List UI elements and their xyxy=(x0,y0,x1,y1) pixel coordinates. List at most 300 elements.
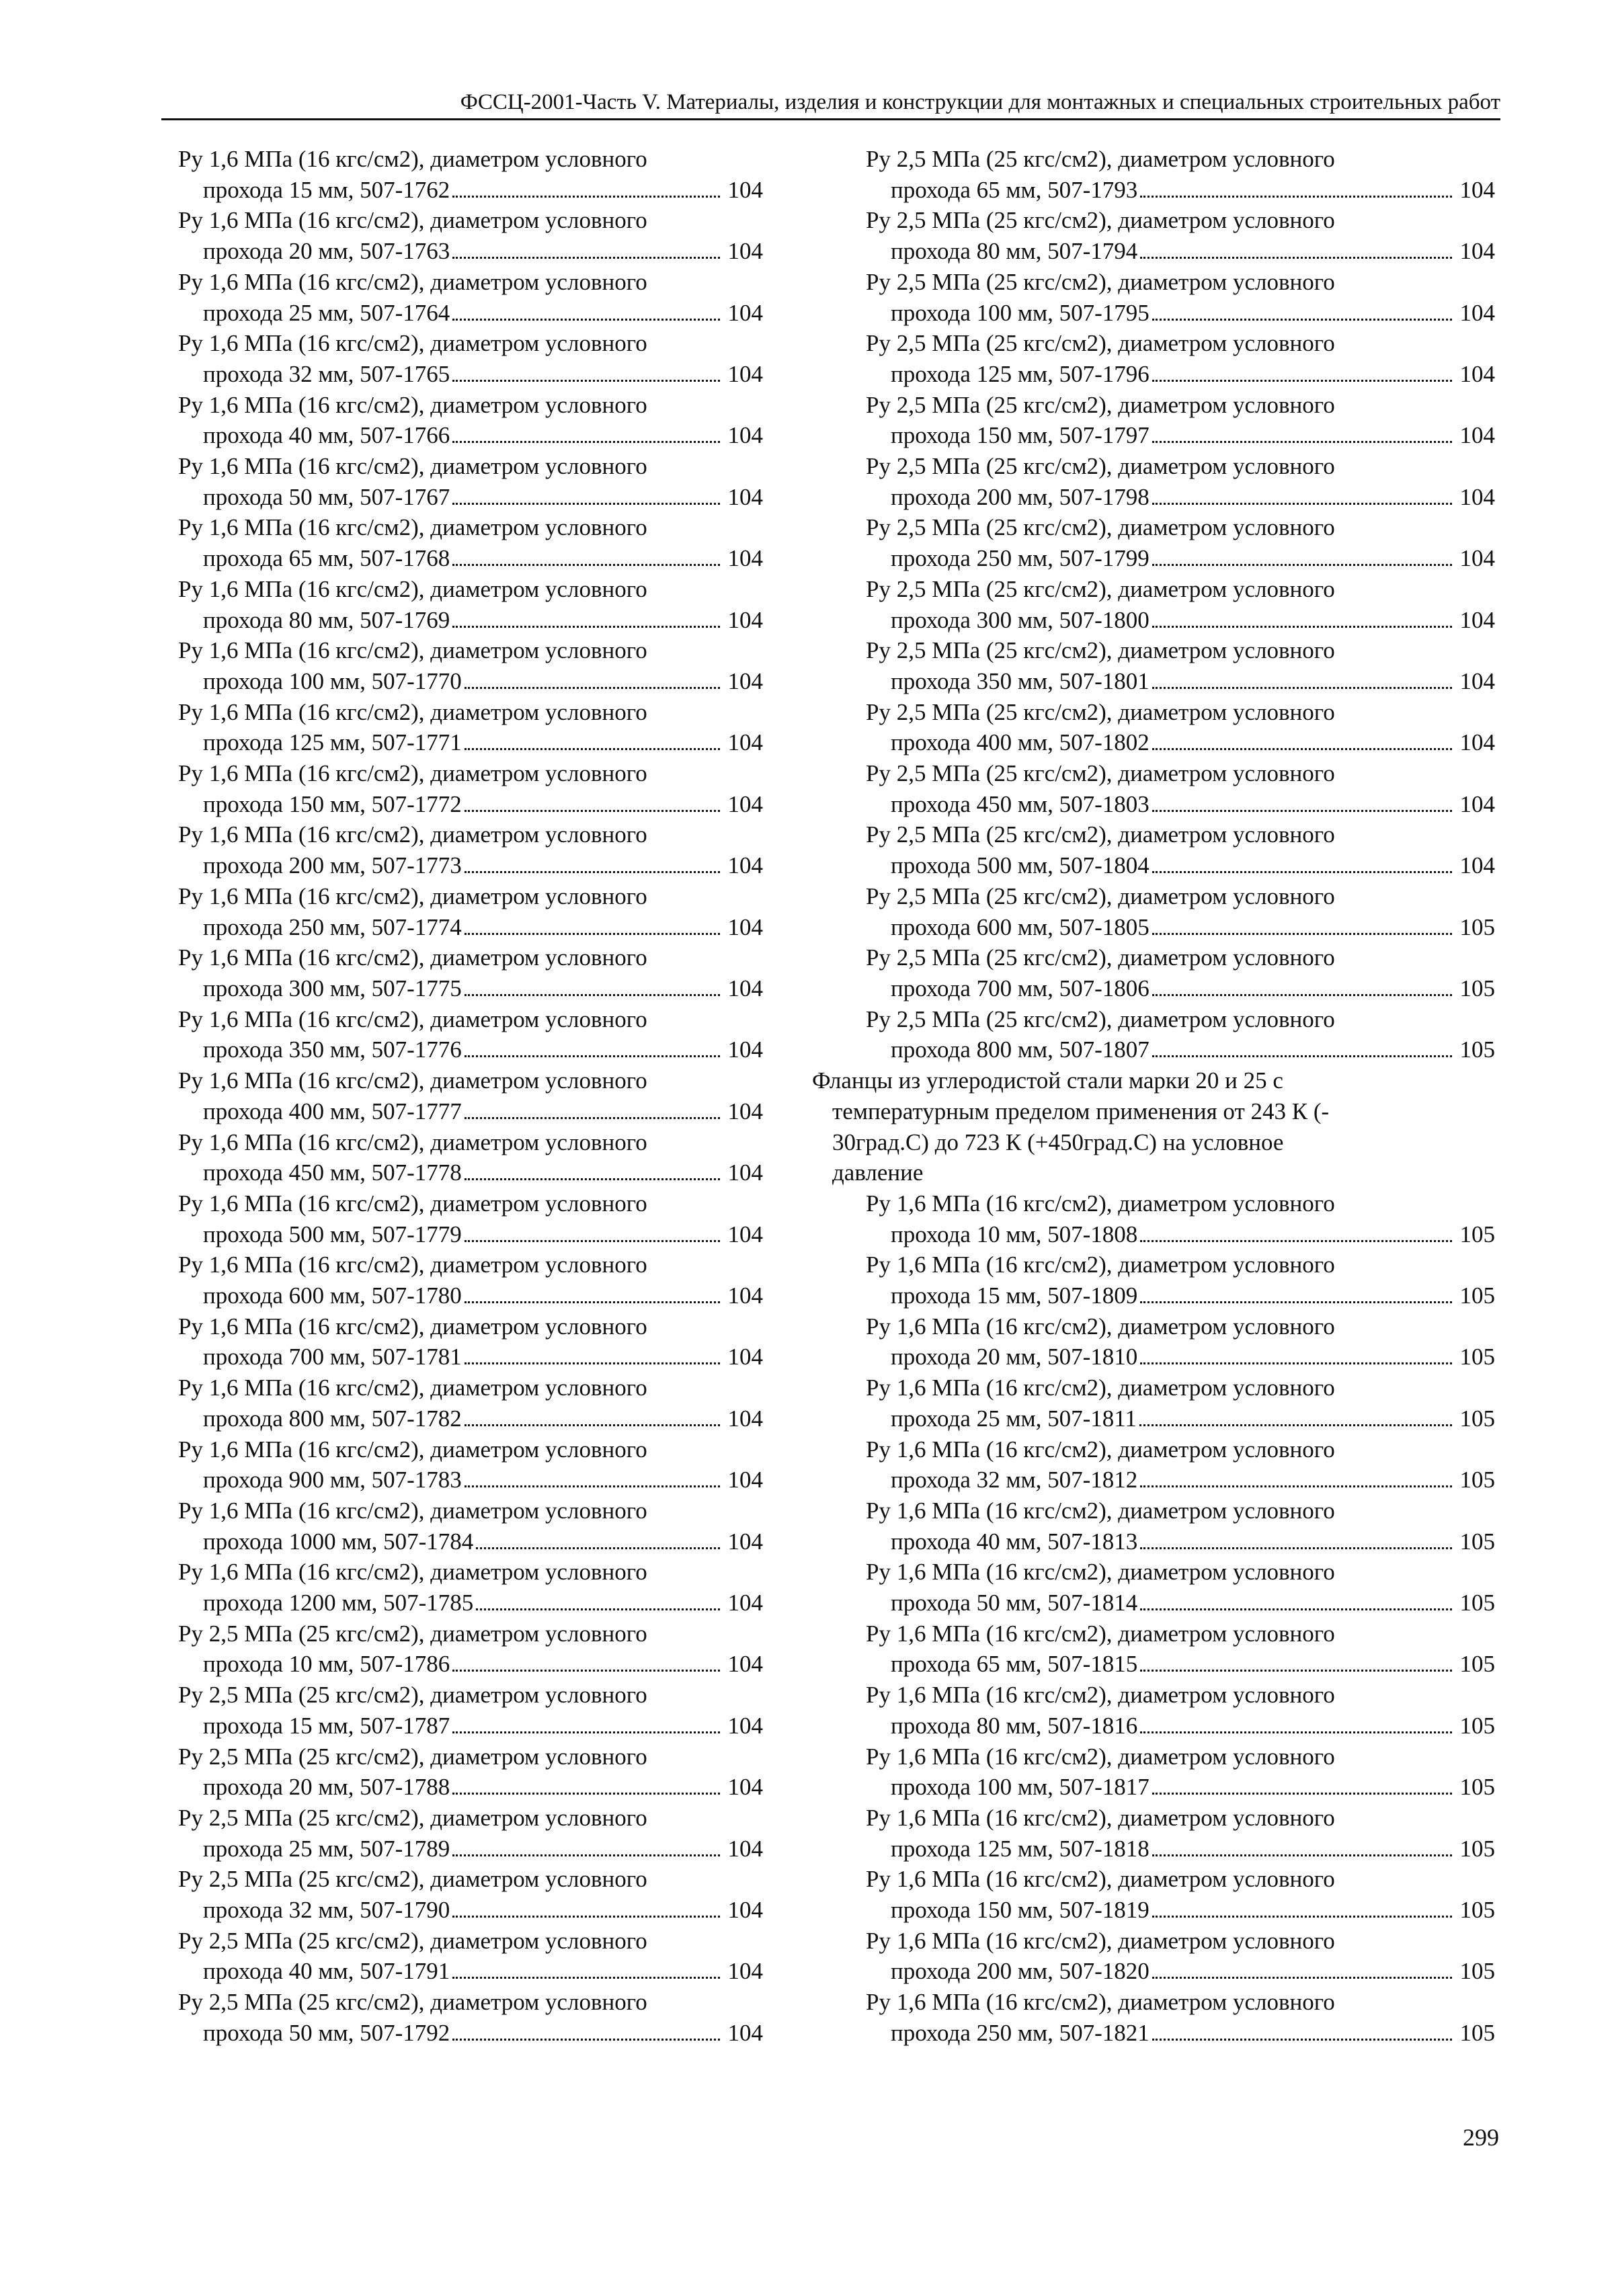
index-entry xyxy=(171,390,763,451)
dot-leader xyxy=(465,871,720,873)
index-entry xyxy=(859,1434,1495,1495)
entry-code: прохода 10 мм, 507-1786 xyxy=(203,1651,450,1678)
index-entry xyxy=(859,451,1495,512)
dot-leader xyxy=(1140,1485,1452,1487)
dot-leader xyxy=(465,687,720,689)
entry-page-number: 105 xyxy=(1459,1467,1495,1493)
entry-description: Ру 2,5 МПа (25 кгс/см2), диаметром условного xyxy=(178,1743,647,1770)
entry-code-line xyxy=(171,1403,763,1434)
entry-page-number: 105 xyxy=(1459,1590,1495,1616)
entry-description: Ру 1,6 МПа (16 кгс/см2), диаметром условного xyxy=(178,1436,647,1463)
entry-code-line xyxy=(171,1711,763,1741)
dot-leader xyxy=(1152,748,1452,750)
entry-description: Ру 2,5 МПа (25 кгс/см2), диаметром условного xyxy=(866,760,1335,787)
dot-leader xyxy=(1152,626,1452,628)
index-entry xyxy=(171,1372,763,1434)
index-entry xyxy=(171,635,763,696)
entry-code: прохода 500 мм, 507-1804 xyxy=(891,852,1150,879)
entry-code-line xyxy=(859,298,1495,329)
entry-code: прохода 700 мм, 507-1781 xyxy=(203,1344,462,1370)
entry-page-number: 104 xyxy=(727,1098,763,1124)
entry-code: прохода 20 мм, 507-1763 xyxy=(203,238,450,265)
dot-leader xyxy=(452,1670,720,1672)
entry-code-line xyxy=(859,482,1495,513)
entry-code-line xyxy=(859,2018,1495,2049)
index-entry xyxy=(859,1680,1495,1741)
section-heading xyxy=(812,1065,1495,1188)
entry-page-number: 104 xyxy=(727,1651,763,1678)
dot-leader xyxy=(1152,503,1452,505)
entry-code: прохода 200 мм, 507-1773 xyxy=(203,852,462,879)
dot-leader xyxy=(465,1055,720,1057)
index-entry xyxy=(171,144,763,205)
entry-description: Ру 1,6 МПа (16 кгс/см2), диаметром условного xyxy=(178,760,647,787)
entry-description: Ру 1,6 МПа (16 кгс/см2), диаметром условного xyxy=(178,330,647,357)
dot-leader xyxy=(452,626,720,628)
entry-code: прохода 1200 мм, 507-1785 xyxy=(203,1590,474,1616)
dot-leader xyxy=(1152,1977,1452,1979)
entry-code-line xyxy=(859,1342,1495,1372)
entry-page-number: 105 xyxy=(1459,1036,1495,1063)
index-entry xyxy=(171,758,763,819)
index-entry xyxy=(859,1803,1495,1864)
index-entry xyxy=(171,1434,763,1495)
entry-page-number: 105 xyxy=(1459,1282,1495,1309)
dot-leader xyxy=(1152,319,1452,321)
dot-leader xyxy=(1152,933,1452,935)
entry-code-line xyxy=(171,359,763,390)
dot-leader xyxy=(1140,1362,1452,1364)
entry-code: прохода 25 мм, 507-1789 xyxy=(203,1835,450,1862)
dot-leader xyxy=(476,1608,720,1610)
entry-code: прохода 200 мм, 507-1820 xyxy=(891,1958,1150,1985)
entry-code: прохода 65 мм, 507-1815 xyxy=(891,1651,1138,1678)
entry-code: прохода 200 мм, 507-1798 xyxy=(891,483,1150,510)
entry-description: Ру 2,5 МПа (25 кгс/см2), диаметром условного xyxy=(866,330,1335,357)
entry-code-line xyxy=(171,236,763,267)
entry-description: Ру 2,5 МПа (25 кгс/см2), диаметром условного xyxy=(866,1006,1335,1032)
entry-code-line xyxy=(859,1219,1495,1250)
entry-code-line xyxy=(171,1649,763,1680)
entry-description: Ру 1,6 МПа (16 кгс/см2), диаметром условного xyxy=(866,1375,1335,1401)
dot-leader xyxy=(452,503,720,505)
entry-code: прохода 65 мм, 507-1793 xyxy=(891,176,1138,203)
index-entry xyxy=(859,512,1495,573)
dot-leader xyxy=(452,2039,720,2041)
index-entry xyxy=(859,1311,1495,1372)
entry-page-number: 104 xyxy=(1459,360,1495,387)
entry-code: прохода 600 мм, 507-1805 xyxy=(891,913,1150,940)
entry-code: прохода 20 мм, 507-1788 xyxy=(203,1774,450,1801)
entry-page-number: 104 xyxy=(727,1835,763,1862)
entry-code: прохода 25 мм, 507-1811 xyxy=(891,1405,1137,1432)
entry-description: Ру 1,6 МПа (16 кгс/см2), диаметром условного xyxy=(178,268,647,295)
entry-page-number: 104 xyxy=(727,2019,763,2046)
entry-page-number: 105 xyxy=(1459,913,1495,940)
entry-code: прохода 80 мм, 507-1769 xyxy=(203,606,450,633)
dot-leader xyxy=(465,810,720,812)
entry-page-number: 104 xyxy=(1459,545,1495,572)
entry-page-number: 104 xyxy=(1459,852,1495,879)
entry-page-number: 104 xyxy=(727,483,763,510)
dot-leader xyxy=(1152,687,1452,689)
entry-code: прохода 65 мм, 507-1768 xyxy=(203,545,450,572)
entry-code: прохода 15 мм, 507-1787 xyxy=(203,1712,450,1739)
entry-code: прохода 900 мм, 507-1783 xyxy=(203,1467,462,1493)
index-entry xyxy=(171,1618,763,1680)
index-group-right-bottom xyxy=(859,1188,1495,2049)
dot-leader xyxy=(465,933,720,935)
entry-code-line xyxy=(171,850,763,881)
index-entry xyxy=(859,574,1495,635)
entry-page-number: 104 xyxy=(727,176,763,203)
entry-code-line xyxy=(859,1711,1495,1741)
entry-code: прохода 700 мм, 507-1806 xyxy=(891,975,1150,1001)
entry-description: Ру 2,5 МПа (25 кгс/см2), диаметром условного xyxy=(866,514,1335,541)
entry-description: Ру 1,6 МПа (16 кгс/см2), диаметром условного xyxy=(866,1436,1335,1463)
index-entry xyxy=(859,1864,1495,1925)
entry-description: Ру 1,6 МПа (16 кгс/см2), диаметром условного xyxy=(178,698,647,725)
index-entry xyxy=(171,574,763,635)
entry-description: Ру 2,5 МПа (25 кгс/см2), диаметром условного xyxy=(866,944,1335,971)
entry-description: Ру 2,5 МПа (25 кгс/см2), диаметром условного xyxy=(866,698,1335,725)
index-entry xyxy=(171,205,763,266)
entry-description: Ру 1,6 МПа (16 кгс/см2), диаметром условного xyxy=(178,146,647,172)
entry-code-line xyxy=(859,1649,1495,1680)
entry-code: прохода 150 мм, 507-1819 xyxy=(891,1897,1150,1924)
dot-leader xyxy=(1140,1670,1452,1672)
entry-page-number: 104 xyxy=(1459,299,1495,326)
entry-page-number: 105 xyxy=(1459,1221,1495,1247)
entry-page-number: 104 xyxy=(727,1590,763,1616)
entry-code-line xyxy=(171,1526,763,1557)
entry-page-number: 104 xyxy=(727,606,763,633)
entry-code-line xyxy=(859,359,1495,390)
entry-code-line xyxy=(859,912,1495,943)
entry-code: прохода 400 мм, 507-1777 xyxy=(203,1098,462,1124)
entry-description: Ру 2,5 МПа (25 кгс/см2), диаметром условного xyxy=(178,1989,647,2016)
entry-code-line xyxy=(171,420,763,451)
index-entry xyxy=(171,819,763,880)
index-entry xyxy=(859,1495,1495,1557)
entry-code-line xyxy=(171,1465,763,1495)
entry-code: прохода 40 мм, 507-1791 xyxy=(203,1958,450,1985)
entry-description: Ру 2,5 МПа (25 кгс/см2), диаметром условного xyxy=(178,1620,647,1647)
entry-page-number: 104 xyxy=(727,852,763,879)
page-header-title: ФССЦ-2001-Часть V. Материалы, изделия и конструкции для монтажных и специальных строительных работ xyxy=(460,90,1500,114)
index-entry xyxy=(859,819,1495,880)
entry-page-number: 104 xyxy=(727,545,763,572)
entry-code-line xyxy=(859,1280,1495,1311)
index-entry xyxy=(859,942,1495,1003)
entry-code: прохода 20 мм, 507-1810 xyxy=(891,1344,1138,1370)
entry-code-line xyxy=(171,1956,763,1987)
entry-code-line xyxy=(171,298,763,329)
entry-page-number: 104 xyxy=(727,667,763,694)
entry-code-line xyxy=(171,666,763,697)
section-heading-line: 30град.С) до 723 К (+450град.С) на условное xyxy=(832,1129,1284,1155)
entry-code: прохода 250 мм, 507-1821 xyxy=(891,2019,1150,2046)
entry-code: прохода 15 мм, 507-1762 xyxy=(203,176,450,203)
entry-code-line xyxy=(859,543,1495,574)
dot-leader xyxy=(452,1793,720,1795)
entry-code-line xyxy=(859,1956,1495,1987)
entry-page-number: 104 xyxy=(727,1221,763,1247)
dot-leader xyxy=(452,380,720,382)
entry-code-line xyxy=(171,175,763,206)
entry-page-number: 104 xyxy=(1459,176,1495,203)
entry-code: прохода 32 мм, 507-1790 xyxy=(203,1897,450,1924)
dot-leader xyxy=(452,1854,720,1856)
index-entry xyxy=(859,758,1495,819)
entry-code: прохода 150 мм, 507-1772 xyxy=(203,790,462,817)
dot-leader xyxy=(1152,1793,1452,1795)
index-entry xyxy=(171,1803,763,1864)
entry-description: Ру 1,6 МПа (16 кгс/см2), диаметром условного xyxy=(866,1620,1335,1647)
index-entry xyxy=(859,1926,1495,1987)
entry-page-number: 104 xyxy=(727,1405,763,1432)
entry-code-line xyxy=(171,1280,763,1311)
dot-leader xyxy=(1152,1854,1452,1856)
entry-code: прохода 300 мм, 507-1800 xyxy=(891,606,1150,633)
entry-code-line xyxy=(171,973,763,1004)
entry-code: прохода 125 мм, 507-1818 xyxy=(891,1835,1150,1862)
index-entry xyxy=(171,1557,763,1618)
entry-page-number: 104 xyxy=(727,1897,763,1924)
dot-leader xyxy=(452,1977,720,1979)
entry-page-number: 104 xyxy=(727,1467,763,1493)
entry-code-line xyxy=(171,1157,763,1188)
index-entry xyxy=(171,267,763,328)
entry-description: Ру 1,6 МПа (16 кгс/см2), диаметром условного xyxy=(866,1804,1335,1831)
entry-code: прохода 50 мм, 507-1792 xyxy=(203,2019,450,2046)
entry-page-number: 104 xyxy=(1459,483,1495,510)
entry-code-line xyxy=(859,420,1495,451)
index-entry xyxy=(171,1127,763,1188)
dot-leader xyxy=(1152,564,1452,566)
entry-page-number: 104 xyxy=(1459,238,1495,265)
entry-description: Ру 2,5 МПа (25 кгс/см2), диаметром условного xyxy=(866,268,1335,295)
entry-description: Ру 1,6 МПа (16 кгс/см2), диаметром условного xyxy=(178,1190,647,1217)
index-entry xyxy=(859,1618,1495,1680)
entry-code-line xyxy=(859,236,1495,267)
index-entry xyxy=(171,451,763,512)
dot-leader xyxy=(452,1916,720,1918)
entry-description: Ру 1,6 МПа (16 кгс/см2), диаметром условного xyxy=(178,1067,647,1094)
entry-code: прохода 125 мм, 507-1771 xyxy=(203,729,462,756)
dot-leader xyxy=(1140,1608,1452,1610)
index-entry xyxy=(171,881,763,942)
index-entry xyxy=(171,697,763,758)
entry-code: прохода 50 мм, 507-1814 xyxy=(891,1590,1138,1616)
entry-page-number: 104 xyxy=(727,913,763,940)
entry-code: прохода 10 мм, 507-1808 xyxy=(891,1221,1138,1247)
dot-leader xyxy=(1140,1547,1452,1549)
index-entry xyxy=(859,328,1495,389)
index-entry xyxy=(171,942,763,1003)
entry-page-number: 104 xyxy=(727,1036,763,1063)
entry-code: прохода 32 мм, 507-1812 xyxy=(891,1467,1138,1493)
index-entry xyxy=(171,328,763,389)
index-entry xyxy=(859,1372,1495,1434)
entry-code-line xyxy=(171,1096,763,1127)
entry-code-line xyxy=(859,1526,1495,1557)
entry-description: Ру 1,6 МПа (16 кгс/см2), диаметром условного xyxy=(866,1866,1335,1893)
entry-page-number: 105 xyxy=(1459,1774,1495,1801)
entry-code: прохода 400 мм, 507-1802 xyxy=(891,729,1150,756)
entry-description: Ру 2,5 МПа (25 кгс/см2), диаметром условного xyxy=(178,1927,647,1954)
dot-leader xyxy=(452,196,720,198)
dot-leader xyxy=(1140,1301,1452,1303)
entry-code-line xyxy=(859,973,1495,1004)
entry-page-number: 104 xyxy=(727,729,763,756)
dot-leader xyxy=(1139,1424,1452,1426)
entry-code: прохода 80 мм, 507-1794 xyxy=(891,238,1138,265)
index-entry xyxy=(859,267,1495,328)
entry-code-line xyxy=(859,666,1495,697)
entry-code-line xyxy=(171,1895,763,1926)
entry-description: Ру 1,6 МПа (16 кгс/см2), диаметром условного xyxy=(866,1497,1335,1524)
entry-code: прохода 100 мм, 507-1795 xyxy=(891,299,1150,326)
entry-page-number: 104 xyxy=(727,1159,763,1186)
entry-description: Ру 1,6 МПа (16 кгс/см2), диаметром условного xyxy=(866,1190,1335,1217)
entry-description: Ру 1,6 МПа (16 кгс/см2), диаметром условного xyxy=(178,883,647,909)
entry-page-number: 104 xyxy=(727,790,763,817)
entry-code-line xyxy=(171,912,763,943)
entry-page-number: 104 xyxy=(1459,667,1495,694)
dot-leader xyxy=(452,564,720,566)
entry-code-line xyxy=(171,605,763,636)
entry-description: Ру 1,6 МПа (16 кгс/см2), диаметром условного xyxy=(866,1989,1335,2016)
entry-page-number: 104 xyxy=(727,975,763,1001)
dot-leader xyxy=(465,994,720,996)
entry-page-number: 104 xyxy=(1459,606,1495,633)
entry-code-line xyxy=(859,1772,1495,1803)
entry-page-number: 105 xyxy=(1459,1344,1495,1370)
entry-code-line xyxy=(859,1588,1495,1618)
entry-code: прохода 40 мм, 507-1813 xyxy=(891,1528,1138,1555)
entry-code: прохода 40 мм, 507-1766 xyxy=(203,422,450,449)
entry-code-line xyxy=(859,1834,1495,1864)
entry-description: Ру 1,6 МПа (16 кгс/см2), диаметром условного xyxy=(178,391,647,418)
entry-code-line xyxy=(171,1219,763,1250)
index-entry xyxy=(171,1495,763,1557)
dot-leader xyxy=(452,257,720,259)
index-group-right-top xyxy=(859,144,1495,1065)
dot-leader xyxy=(1152,871,1452,873)
entry-description: Ру 2,5 МПа (25 кгс/см2), диаметром условного xyxy=(866,207,1335,234)
entry-code: прохода 250 мм, 507-1774 xyxy=(203,913,462,940)
entry-page-number: 105 xyxy=(1459,1712,1495,1739)
entry-description: Ру 1,6 МПа (16 кгс/см2), диаметром условного xyxy=(866,1313,1335,1340)
dot-leader xyxy=(1140,1731,1452,1733)
entry-code: прохода 25 мм, 507-1764 xyxy=(203,299,450,326)
dot-leader xyxy=(1140,257,1452,259)
entry-description: Ру 1,6 МПа (16 кгс/см2), диаметром условного xyxy=(866,1743,1335,1770)
entry-description: Ру 1,6 МПа (16 кгс/см2), диаметром условного xyxy=(178,1006,647,1032)
entry-code: прохода 800 мм, 507-1807 xyxy=(891,1036,1150,1063)
entry-page-number: 104 xyxy=(1459,422,1495,449)
entry-code-line xyxy=(859,789,1495,820)
entry-description: Ру 1,6 МПа (16 кгс/см2), диаметром условного xyxy=(178,1375,647,1401)
dot-leader xyxy=(1152,380,1452,382)
entry-code: прохода 125 мм, 507-1796 xyxy=(891,360,1150,387)
index-entry xyxy=(171,1987,763,2048)
entry-page-number: 104 xyxy=(727,299,763,326)
entry-code: прохода 350 мм, 507-1776 xyxy=(203,1036,462,1063)
index-entry xyxy=(171,1864,763,1925)
entry-description: Ру 1,6 МПа (16 кгс/см2), диаметром условного xyxy=(178,1497,647,1524)
entry-code: прохода 500 мм, 507-1779 xyxy=(203,1221,462,1247)
entry-description: Ру 1,6 МПа (16 кгс/см2), диаметром условного xyxy=(178,575,647,602)
entry-description: Ру 1,6 МПа (16 кгс/см2), диаметром условного xyxy=(866,1252,1335,1278)
dot-leader xyxy=(1152,441,1452,443)
entry-description: Ру 2,5 МПа (25 кгс/см2), диаметром условного xyxy=(866,637,1335,664)
entry-code-line xyxy=(171,482,763,513)
index-entry xyxy=(171,1741,763,1803)
entry-code: прохода 80 мм, 507-1816 xyxy=(891,1712,1138,1739)
entry-code: прохода 350 мм, 507-1801 xyxy=(891,667,1150,694)
dot-leader xyxy=(452,1731,720,1733)
index-entry xyxy=(171,512,763,573)
entry-code-line xyxy=(859,175,1495,206)
index-entry xyxy=(171,1004,763,1065)
entry-description: Ру 1,6 МПа (16 кгс/см2), диаметром условного xyxy=(178,1313,647,1340)
entry-description: Ру 1,6 МПа (16 кгс/см2), диаметром условного xyxy=(178,1559,647,1586)
index-entry xyxy=(859,144,1495,205)
entry-code-line xyxy=(171,1588,763,1618)
entry-page-number: 105 xyxy=(1459,1958,1495,1985)
index-entry xyxy=(859,1557,1495,1618)
section-heading-line: температурным пределом применения от 243 К (- xyxy=(832,1098,1330,1124)
entry-code-line xyxy=(171,727,763,758)
index-entry xyxy=(171,1249,763,1311)
entry-code-line xyxy=(859,605,1495,636)
entry-code: прохода 100 мм, 507-1817 xyxy=(891,1774,1150,1801)
entry-code-line xyxy=(859,1465,1495,1495)
entry-description: Ру 2,5 МПа (25 кгс/см2), диаметром условного xyxy=(178,1682,647,1709)
entry-code-line xyxy=(171,1034,763,1065)
entry-page-number: 105 xyxy=(1459,975,1495,1001)
entry-code-line xyxy=(859,1034,1495,1065)
entry-page-number: 104 xyxy=(727,1282,763,1309)
index-entry xyxy=(859,1741,1495,1803)
entry-page-number: 105 xyxy=(1459,1897,1495,1924)
entry-code: прохода 800 мм, 507-1782 xyxy=(203,1405,462,1432)
entry-description: Ру 1,6 МПа (16 кгс/см2), диаметром условного xyxy=(178,1129,647,1155)
entry-code: прохода 32 мм, 507-1765 xyxy=(203,360,450,387)
entry-description: Ру 1,6 МПа (16 кгс/см2), диаметром условного xyxy=(178,944,647,971)
dot-leader xyxy=(465,1424,720,1426)
index-entry xyxy=(859,1004,1495,1065)
entry-description: Ру 1,6 МПа (16 кгс/см2), диаметром условного xyxy=(866,1559,1335,1586)
index-entry xyxy=(171,1926,763,1987)
entry-page-number: 105 xyxy=(1459,1651,1495,1678)
index-column-left xyxy=(171,144,763,2049)
dot-leader xyxy=(452,441,720,443)
entry-description: Ру 1,6 МПа (16 кгс/см2), диаметром условного xyxy=(178,637,647,664)
entry-page-number: 105 xyxy=(1459,2019,1495,2046)
entry-code-line xyxy=(171,2018,763,2049)
entry-description: Ру 2,5 МПа (25 кгс/см2), диаметром условного xyxy=(866,575,1335,602)
entry-code: прохода 300 мм, 507-1775 xyxy=(203,975,462,1001)
entry-code: прохода 150 мм, 507-1797 xyxy=(891,422,1150,449)
index-entry xyxy=(171,1311,763,1372)
entry-description: Ру 1,6 МПа (16 кгс/см2), диаметром условного xyxy=(866,1682,1335,1709)
dot-leader xyxy=(465,1178,720,1180)
entry-code-line xyxy=(171,1772,763,1803)
dot-leader xyxy=(1140,196,1452,198)
